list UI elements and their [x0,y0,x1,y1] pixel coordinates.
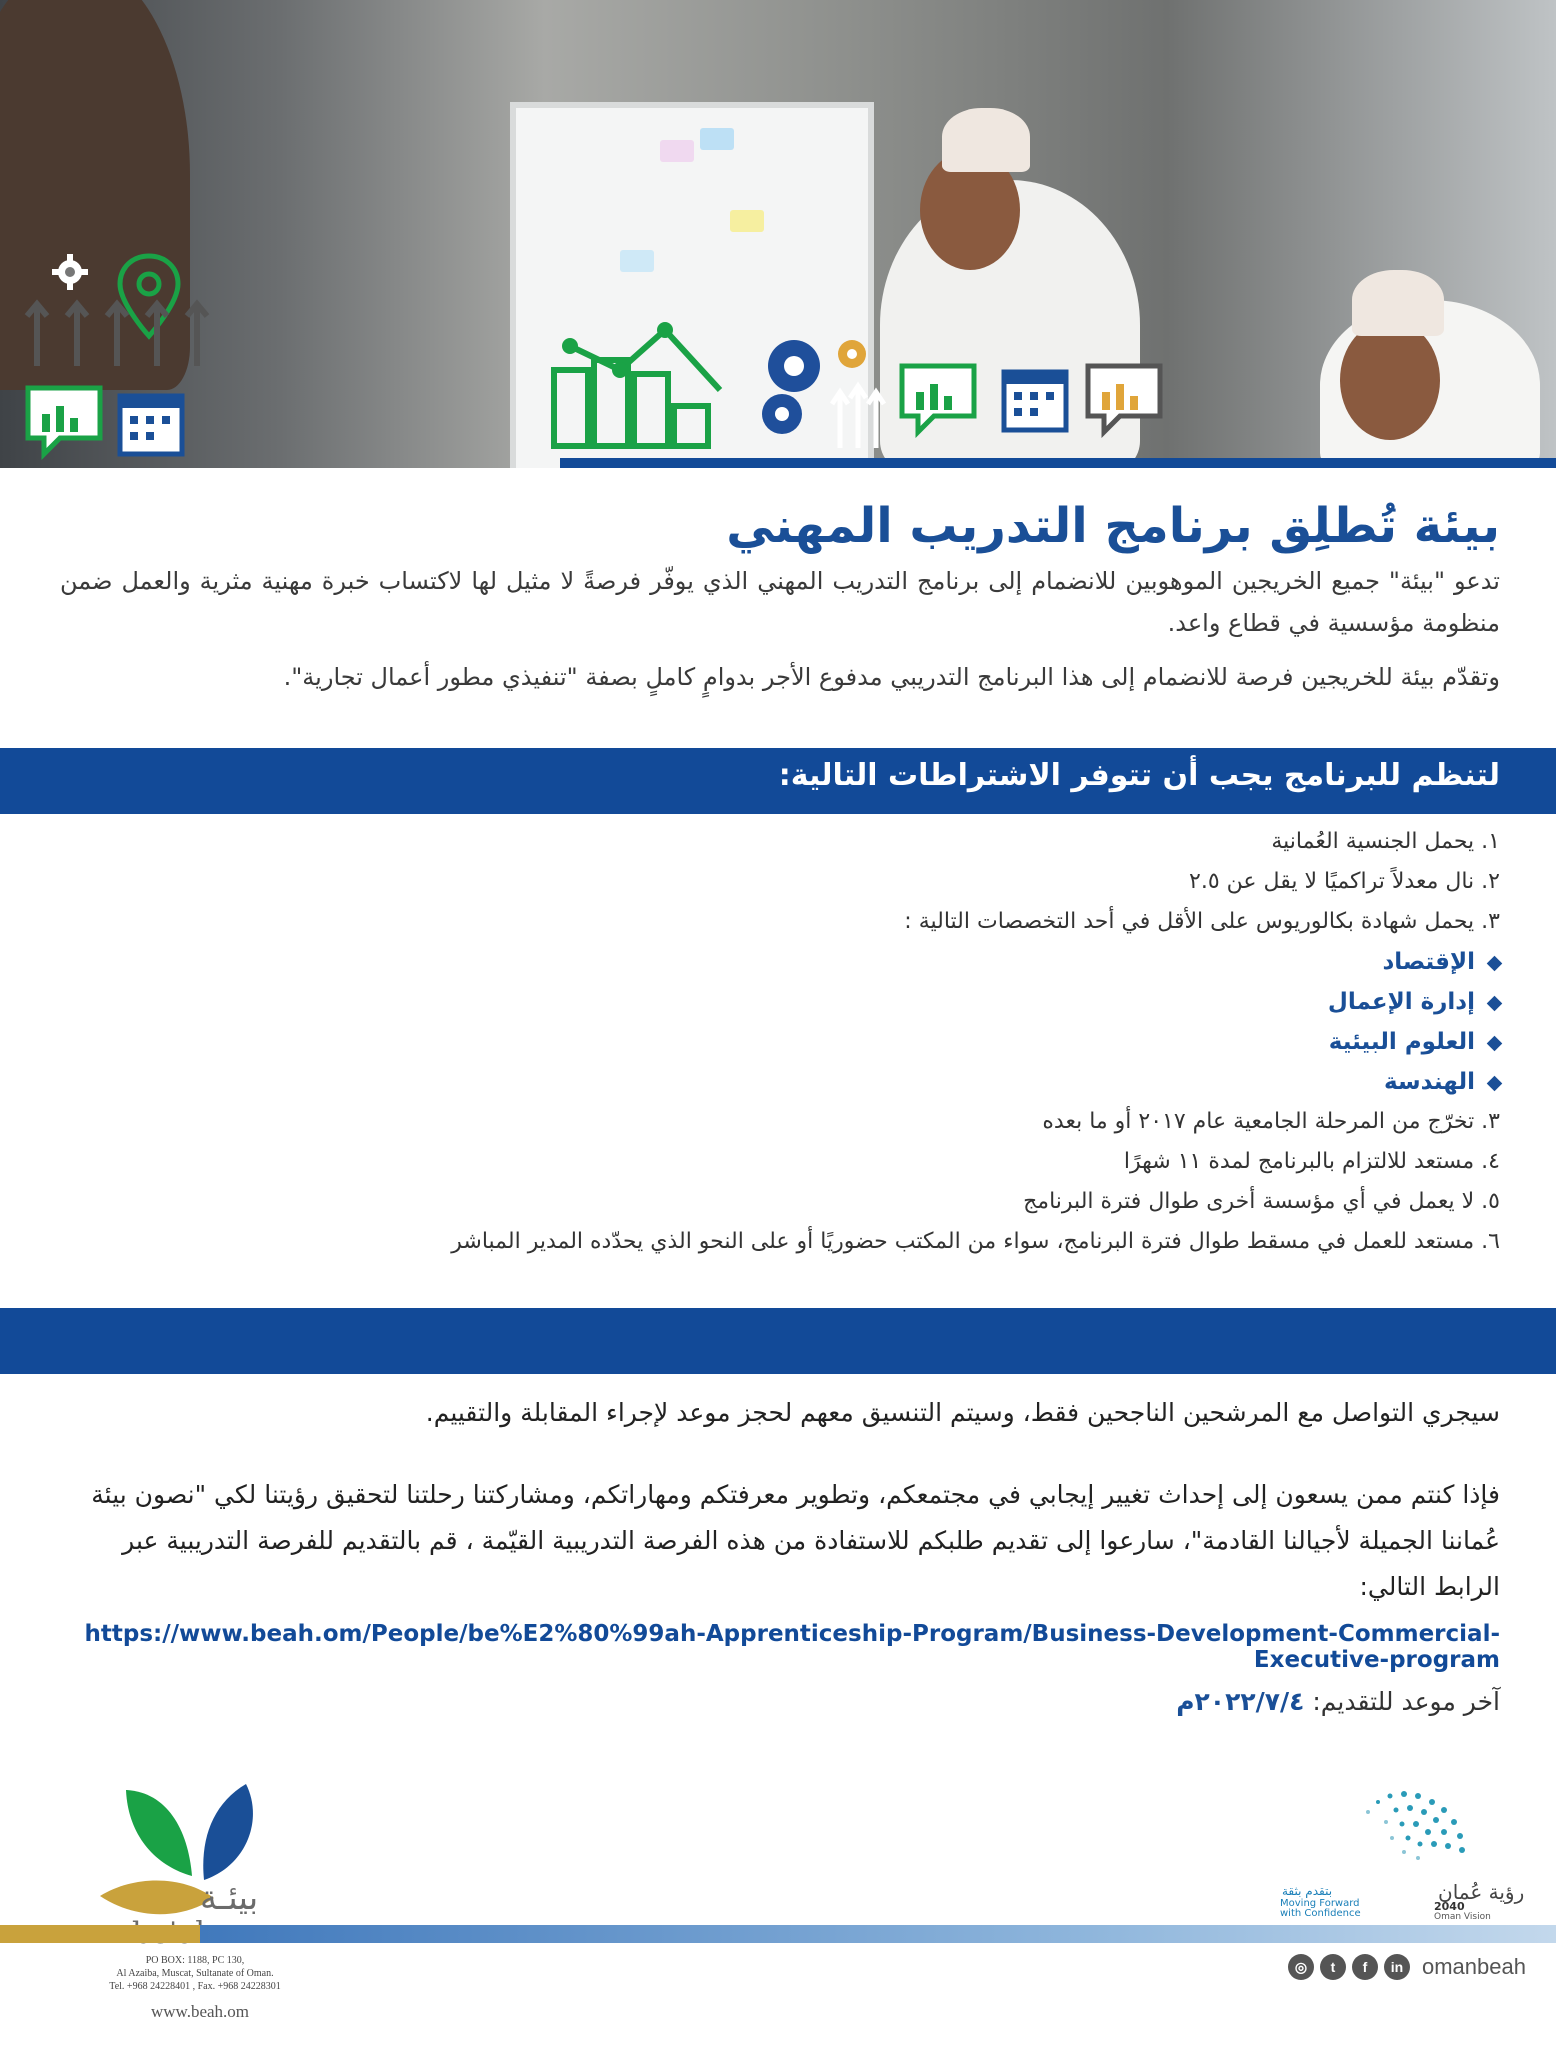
deadline-label: آخر موعد للتقديم: [1312,1687,1500,1716]
chart-bubble-icon-2 [898,362,978,438]
major-item: العلوم البيئية [60,1022,1500,1062]
intro-paragraph-1: تدعو "بيئة" جميع الخريجين الموهوبين للانضمام إلى برنامج التدريب المهني الذي يوفّر فرصةً لا مثيل لها لاكتساب خبرة مهنية مثرية والعمل ضمن منظومة مؤسسية في قطاع واعد. [60,567,1500,637]
requirement-item: ٤. مستعد للالتزام بالبرنامج لمدة ١١ شهرًا [1123,1149,1500,1174]
tagline-english-2: with Confidence [1280,1908,1361,1919]
contact-note: سيجري التواصل مع المرشحين الناجحين فقط، وسيتم التنسيق معهم لحجز موعد لإجراء المقابلة والتقييم. [425,1398,1500,1427]
postal-address: PO BOX: 1188, PC 130, Al Azaiba, Muscat, Sultanate of Oman. Tel. +968 24228401 , Fax. +968 24228301 [109,1955,281,1992]
requirement-item: ٥. لا يعمل في أي مؤسسة أخرى طوال فترة البرنامج [1023,1189,1500,1214]
requirement-item: ١. يحمل الجنسية العُمانية [1271,829,1500,854]
diamond-bullet-icon [1487,1036,1503,1052]
line-chart-icon [550,300,730,450]
tagline-arabic: بتقدم بثقة [1282,1884,1333,1898]
deadline [1176,1687,1500,1716]
application-link[interactable]: https://www.beah.om/People/be%E2%80%99ah-Apprenticeship-Program/Business-Development-Commercial-Executive-program [84,1621,1500,1673]
vision-subtitle: Oman Vision [1434,1912,1491,1922]
separator-band [0,1308,1556,1374]
diamond-bullet-icon [1487,996,1503,1012]
deadline-value: ٢٠٢٢/٧/٤م [1176,1687,1305,1716]
hero-rule [560,458,1556,468]
major-item: الإقتصاد [60,942,1500,982]
requirement-item: ٣. يحمل شهادة بكالوريوس على الأقل في أحد التخصصات التالية : [904,909,1500,934]
up-arrows-icon [828,380,888,450]
requirement-item: ٢. نال معدلاً تراكميًا لا يقل عن ٢.٥ [1189,869,1500,894]
tagline-english-1: Moving Forward [1280,1898,1360,1909]
major-item: الهندسة [60,1062,1500,1102]
requirement-item: ٣. تخرّج من المرحلة الجامعية عام ٢٠١٧ أو ما بعده [1042,1109,1500,1134]
diamond-bullet-icon [1487,1076,1503,1092]
facebook-icon[interactable]: f [1352,1954,1378,1980]
chart-bubble-icon [24,384,104,460]
vision-arabic: رؤية عُمان [1438,1880,1525,1904]
requirement-item: ٦. مستعد للعمل في مسقط طوال فترة البرنامج، سواء من المكتب حضوريًا أو على النحو الذي يحدّده المدير المباشر [451,1229,1500,1254]
calendar-icon-2 [1000,364,1070,434]
major-item: إدارة الإعمال [60,982,1500,1022]
diamond-bullet-icon [1487,956,1503,972]
growth-arrows-icon [22,288,212,368]
brand-arabic: بيئـة [200,1878,259,1918]
website-url[interactable]: www.beah.om [150,2002,250,2021]
intro-paragraph-2: وتقدّم بيئة للخريجين فرصة للانضمام إلى هذا البرنامج التدريبي مدفوع الأجر بدوامٍ كاملٍ بصفة "تنفيذي مطور أعمال تجارية". [283,663,1500,691]
footer-bar [0,1925,1556,1943]
social-links [1288,1954,1526,1980]
twitter-icon[interactable]: t [1320,1954,1346,1980]
requirements-heading: لتنظم للبرنامج يجب أن تتوفر الاشتراطات التالية: [778,758,1500,793]
linkedin-icon[interactable]: in [1384,1954,1410,1980]
calendar-icon [116,388,186,458]
hero-photo [0,0,1556,468]
requirements-band [0,748,1556,814]
gear-icon [50,252,90,292]
chart-bubble-icon-3 [1084,362,1164,438]
call-to-action: فإذا كنتم ممن يسعون إلى إحداث تغيير إيجابي في مجتمعكم، وتطوير معرفتكم ومهاراتكم، ومشاركتنا رحلتنا لتحقيق رؤيتنا لكي "نصون بيئة عُماننا الجميلة لأجيالنا القادمة"، سارعوا إلى تقديم طلبكم للاستفادة من هذه الفرصة التدريبية القيّمة ، قم بالتقديم للفرصة التدريبية عبر الرابط التالي: [91,1480,1500,1601]
page-title: بيئة تُطلِق برنامج التدريب المهني [726,498,1500,554]
vision-year: 2040 [1434,1900,1465,1913]
social-handle[interactable]: omanbeah [1422,1954,1526,1979]
requirements-list [60,822,1500,1262]
instagram-icon[interactable]: ◎ [1288,1954,1314,1980]
